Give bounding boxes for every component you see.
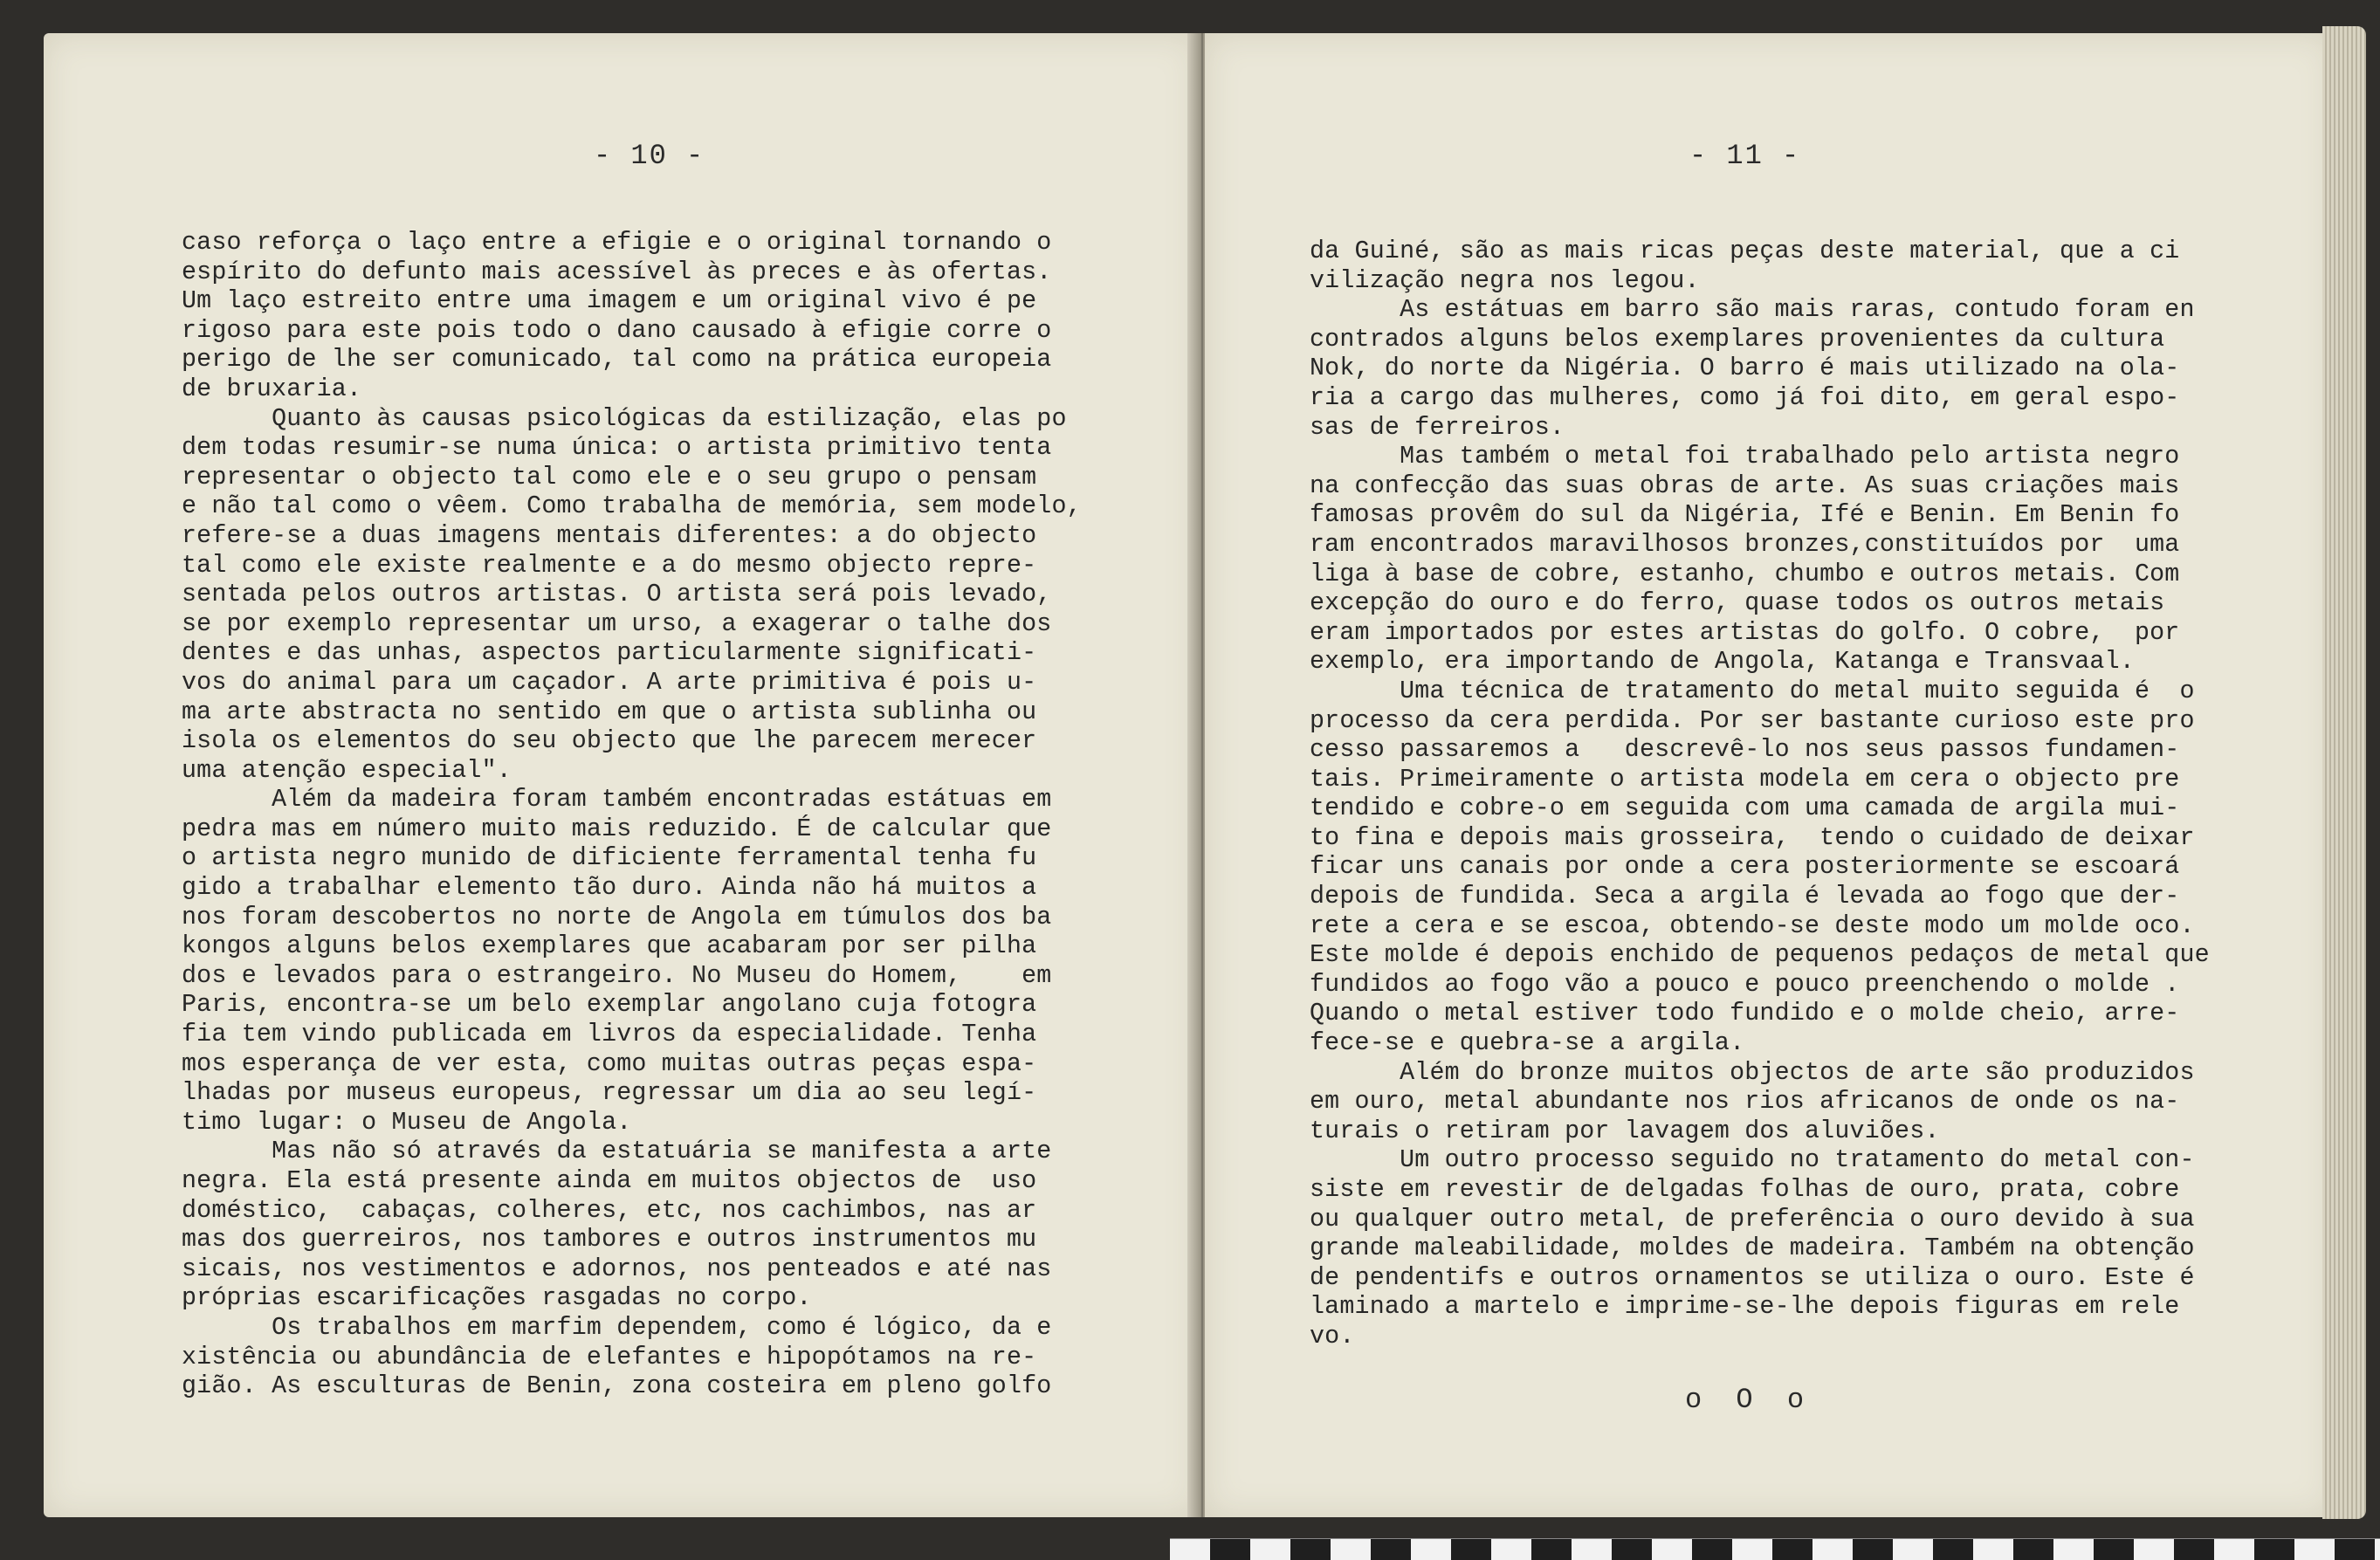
text-line: vilização negra nos legou. — [1310, 266, 1700, 295]
text-line: gido a trabalhar elemento tão duro. Ainda não há muitos a — [182, 874, 1037, 903]
text-line: liga à base de cobre, estanho, chumbo e outros metais. Com — [1310, 560, 2180, 588]
right-page-number: - 11 - — [1689, 140, 1801, 172]
right-page-text — [1310, 237, 2210, 1352]
text-line: pedra mas em número muito mais reduzido. É de calcular que — [182, 814, 1052, 843]
text-line: As estátuas em barro são mais raras, contudo foram en — [1310, 296, 2195, 325]
text-line: refere-se a duas imagens mentais diferentes: a do objecto — [182, 521, 1037, 550]
text-line: Além da madeira foram também encontradas estátuas em — [182, 786, 1052, 814]
text-line: sas de ferreiros. — [1310, 413, 1565, 442]
text-line: depois de fundida. Seca a argila é levada ao fogo que der- — [1310, 883, 2180, 911]
text-line: isola os elementos do seu objecto que lhe parecem merecer — [182, 727, 1037, 756]
text-line: ou qualquer outro metal, de preferência o ouro devido à sua — [1310, 1205, 2195, 1234]
text-line: tais. Primeiramente o artista modela em cera o objecto pre — [1310, 765, 2180, 794]
text-line: contrados alguns belos exemplares provenientes da cultura — [1310, 325, 2165, 354]
left-page-text — [182, 229, 1082, 1402]
text-line: doméstico, cabaças, colheres, etc, nos cachimbos, nas ar — [182, 1196, 1037, 1225]
text-line: tal como ele existe realmente e a do mesmo objecto repre- — [182, 551, 1037, 580]
text-line: Quando o metal estiver todo fundido e o molde cheio, arre- — [1310, 1000, 2180, 1028]
text-line: se por exemplo representar um urso, a exagerar o talhe dos — [182, 609, 1052, 638]
text-line: de bruxaria. — [182, 375, 362, 403]
text-line: na confecção das suas obras de arte. As suas criações mais — [1310, 471, 2180, 500]
scale-ruler — [1170, 1538, 2380, 1560]
text-line: timo lugar: o Museu de Angola. — [182, 1108, 632, 1137]
text-line: Mas não só através da estatuária se manifesta a arte — [182, 1137, 1052, 1166]
text-line: gião. As esculturas de Benin, zona costeira em pleno golfo — [182, 1372, 1052, 1401]
page-edges — [2322, 26, 2366, 1519]
text-line: xistência ou abundância de elefantes e hipopótamos na re- — [182, 1343, 1037, 1371]
text-line: fece-se e quebra-se a argila. — [1310, 1029, 1745, 1058]
text-line: Os trabalhos em marfim dependem, como é lógico, da e — [182, 1313, 1052, 1342]
text-line: tendido e cobre-o em seguida com uma camada de argila mui- — [1310, 794, 2180, 823]
section-end-mark: o O o — [1685, 1384, 1813, 1416]
text-line: negra. Ela está presente ainda em muitos objectos de uso — [182, 1167, 1037, 1195]
text-line: ficar uns canais por onde a cera posteriormente se escoará — [1310, 853, 2180, 882]
text-line: espírito do defunto mais acessível às preces e às ofertas. — [182, 258, 1052, 286]
text-line: perigo de lhe ser comunicado, tal como na prática europeia — [182, 346, 1052, 375]
text-line: kongos alguns belos exemplares que acabaram por ser pilha — [182, 932, 1037, 961]
text-line: fia tem vindo publicada em livros da especialidade. Tenha — [182, 1021, 1037, 1049]
text-line: laminado a martelo e imprime-se-lhe depois figuras em rele — [1310, 1293, 2180, 1322]
text-line: ram encontrados maravilhosos bronzes,constituídos por uma — [1310, 530, 2180, 559]
text-line: uma atenção especial". — [182, 756, 512, 785]
text-line: ma arte abstracta no sentido em que o artista sublinha ou — [182, 698, 1037, 726]
text-line: mas dos guerreiros, nos tambores e outros instrumentos mu — [182, 1226, 1037, 1254]
text-line: Uma técnica de tratamento do metal muito seguida é o — [1310, 677, 2195, 705]
text-line: Quanto às causas psicológicas da estilização, elas po — [182, 404, 1067, 433]
text-line: Um laço estreito entre uma imagem e um original vivo é pe — [182, 287, 1037, 316]
text-line: eram importados por estes artistas do golfo. O cobre, por — [1310, 618, 2180, 647]
text-line: Mas também o metal foi trabalhado pelo artista negro — [1310, 443, 2180, 471]
text-line: rete a cera e se escoa, obtendo-se deste modo um molde oco. — [1310, 911, 2195, 940]
text-line: lhadas por museus europeus, regressar um dia ao seu legí- — [182, 1079, 1037, 1108]
text-line: famosas provêm do sul da Nigéria, Ifé e Benin. Em Benin fo — [1310, 501, 2180, 530]
text-line: nos foram descobertos no norte de Angola em túmulos dos ba — [182, 903, 1052, 931]
text-line: e não tal como o vêem. Como trabalha de memória, sem modelo, — [182, 492, 1082, 521]
text-line: dentes e das unhas, aspectos particularmente significati- — [182, 639, 1037, 668]
text-line: excepção do ouro e do ferro, quase todos os outros metais — [1310, 589, 2165, 618]
text-line: grande maleabilidade, moldes de madeira. Também na obtenção — [1310, 1234, 2195, 1263]
text-line: fundidos ao fogo vão a pouco e pouco preenchendo o molde . — [1310, 970, 2180, 999]
text-line: Além do bronze muitos objectos de arte são produzidos — [1310, 1058, 2195, 1087]
text-line: turais o retiram por lavagem dos aluviões. — [1310, 1117, 1940, 1145]
text-line: ria a cargo das mulheres, como já foi dito, em geral espo- — [1310, 383, 2180, 412]
left-page-number: - 10 - — [594, 140, 705, 172]
text-line: sicais, nos vestimentos e adornos, nos penteados e até nas — [182, 1254, 1052, 1283]
text-line: o artista negro munido de dificiente ferramental tenha fu — [182, 844, 1037, 873]
text-line: processo da cera perdida. Por ser bastante curioso este pro — [1310, 706, 2195, 735]
text-line: da Guiné, são as mais ricas peças deste material, que a ci — [1310, 237, 2180, 265]
text-line: rigoso para este pois todo o dano causado à efigie corre o — [182, 316, 1052, 345]
text-line: exemplo, era importando de Angola, Katanga e Transvaal. — [1310, 648, 2135, 677]
text-line: vos do animal para um caçador. A arte primitiva é pois u- — [182, 668, 1037, 697]
text-line: caso reforça o laço entre a efigie e o original tornando o — [182, 229, 1052, 257]
text-line: representar o objecto tal como ele e o seu grupo o pensam — [182, 463, 1037, 491]
text-line: siste em revestir de delgadas folhas de ouro, prata, cobre — [1310, 1176, 2180, 1204]
text-line: em ouro, metal abundante nos rios africanos de onde os na- — [1310, 1088, 2180, 1117]
text-line: to fina e depois mais grosseira, tendo o cuidado de deixar — [1310, 823, 2195, 852]
text-line: Nok, do norte da Nigéria. O barro é mais utilizado na ola- — [1310, 354, 2180, 383]
text-line: cesso passaremos a descrevê-lo nos seus passos fundamen- — [1310, 736, 2180, 765]
text-line: próprias escarificações rasgadas no corpo. — [182, 1284, 812, 1313]
text-line: de pendentifs e outros ornamentos se utiliza o ouro. Este é — [1310, 1263, 2195, 1292]
text-line: mos esperança de ver esta, como muitas outras peças espa- — [182, 1049, 1037, 1078]
text-line: dem todas resumir-se numa única: o artista primitivo tenta — [182, 434, 1052, 463]
text-line: dos e levados para o estrangeiro. No Museu do Homem, em — [182, 961, 1052, 990]
text-line: Um outro processo seguido no tratamento do metal con- — [1310, 1146, 2195, 1175]
text-line: Este molde é depois enchido de pequenos pedaços de metal que — [1310, 941, 2210, 970]
text-line: vo. — [1310, 1322, 1355, 1350]
text-line: Paris, encontra-se um belo exemplar angolano cuja fotogra — [182, 991, 1037, 1020]
text-line: sentada pelos outros artistas. O artista será pois levado, — [182, 581, 1052, 609]
